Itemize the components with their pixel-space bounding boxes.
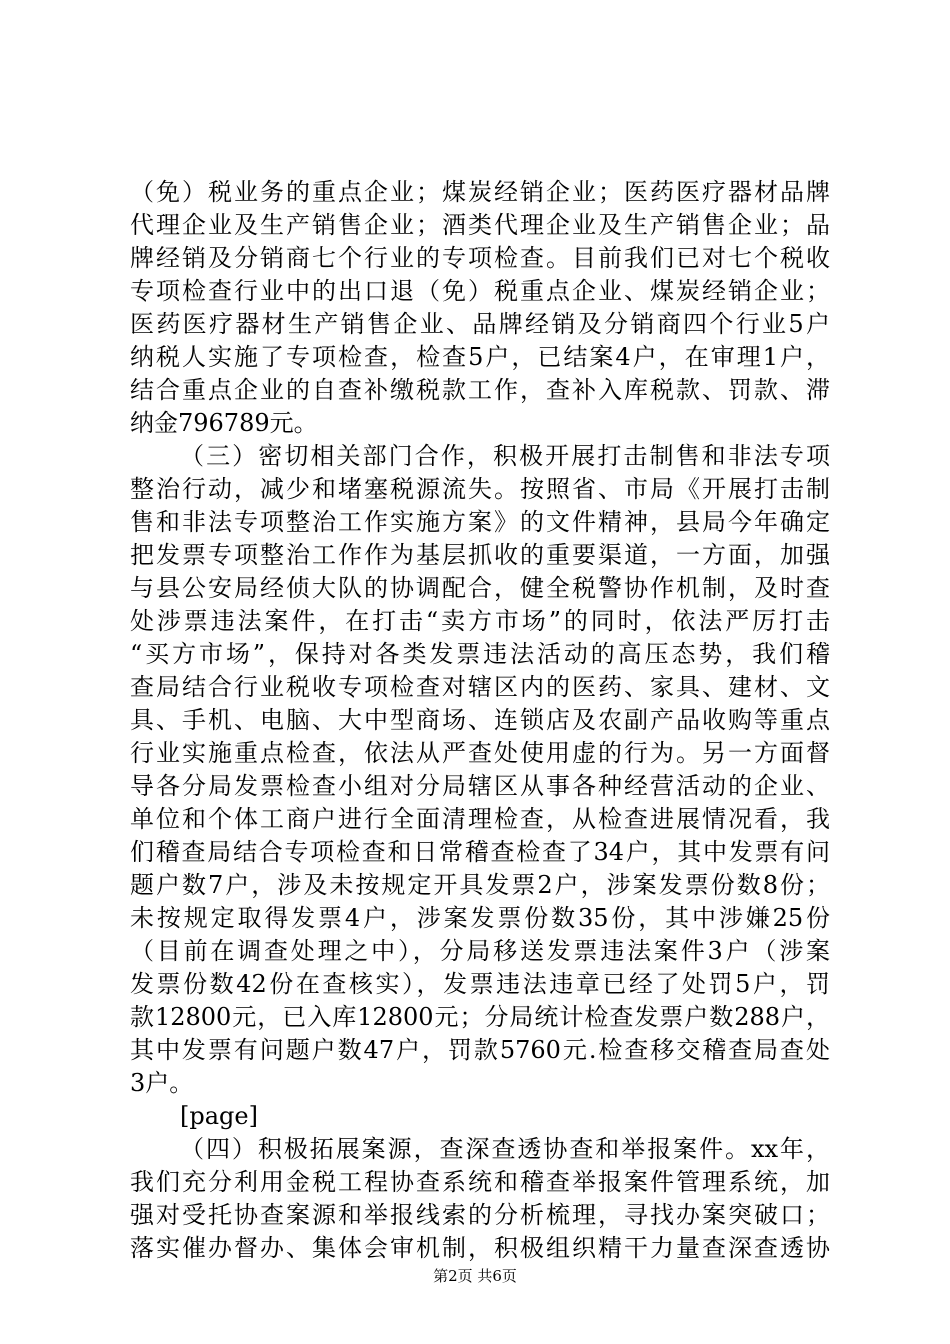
text-line: 发票份数42份在查核实），发票违法违章已经了处罚5户，罚 bbox=[130, 970, 830, 998]
text-line: 强对受托协查案源和举报线索的分析梳理，寻找办案突破口； bbox=[130, 1201, 830, 1229]
text-line: 牌经销及分销商七个行业的专项检查。目前我们已对七个税收 bbox=[130, 244, 830, 272]
text-line: 其中发票有问题户数47户，罚款5760元.检查移交稽查局查处 bbox=[130, 1036, 830, 1064]
text-line: （四）积极拓展案源，查深查透协查和举报案件。xx年， bbox=[180, 1135, 830, 1163]
text-line: 代理企业及生产销售企业；酒类代理企业及生产销售企业；品 bbox=[130, 211, 830, 239]
text-line: [page] bbox=[180, 1102, 258, 1130]
text-line: （目前在调查处理之中），分局移送发票违法案件3户（涉案 bbox=[130, 937, 830, 965]
paragraph-1 bbox=[130, 176, 830, 440]
text-line: 们稽查局结合专项检查和日常稽查检查了34户，其中发票有问 bbox=[130, 838, 830, 866]
text-line: 把发票专项整治工作作为基层抓收的重要渠道，一方面，加强 bbox=[130, 541, 830, 569]
text-line: 整治行动，减少和堵塞税源流失。按照省、市局《开展打击制 bbox=[130, 475, 830, 503]
text-line: 款12800元，已入库12800元；分局统计检查发票户数288户， bbox=[130, 1003, 830, 1031]
text-line: 结合重点企业的自查补缴税款工作，查补入库税款、罚款、滞 bbox=[130, 376, 830, 404]
text-line: 3户。 bbox=[130, 1069, 194, 1097]
page-number-label: 第2页 共6页 bbox=[433, 1267, 517, 1285]
text-line: （三）密切相关部门合作，积极开展打击制售和非法专项 bbox=[180, 442, 830, 470]
page-marker bbox=[130, 1100, 830, 1133]
text-line: 处涉票违法案件，在打击“卖方市场”的同时，依法严厉打击 bbox=[130, 607, 830, 635]
text-line: 查局结合行业税收专项检查对辖区内的医药、家具、建材、文 bbox=[130, 673, 830, 701]
text-line: 我们充分利用金税工程协查系统和稽查举报案件管理系统，加 bbox=[130, 1168, 830, 1196]
text-line: 医药医疗器材生产销售企业、品牌经销及分销商四个行业5户 bbox=[130, 310, 830, 338]
text-line: 纳金796789元。 bbox=[130, 409, 318, 437]
text-line: （免）税业务的重点企业；煤炭经销企业；医药医疗器材品牌 bbox=[130, 178, 830, 206]
paragraph-2 bbox=[130, 440, 830, 1100]
paragraph-3 bbox=[130, 1133, 830, 1265]
text-line: “买方市场”，保持对各类发票违法活动的高压态势，我们稽 bbox=[130, 640, 830, 668]
text-line: 专项检查行业中的出口退（免）税重点企业、煤炭经销企业； bbox=[130, 277, 830, 305]
text-line: 单位和个体工商户进行全面清理检查，从检查进展情况看，我 bbox=[130, 805, 830, 833]
text-line: 落实催办督办、集体会审机制，积极组织精干力量查深查透协 bbox=[130, 1234, 830, 1262]
text-line: 具、手机、电脑、大中型商场、连锁店及农副产品收购等重点 bbox=[130, 706, 830, 734]
page-footer bbox=[0, 1266, 950, 1286]
text-line: 导各分局发票检查小组对分局辖区从事各种经营活动的企业、 bbox=[130, 772, 830, 800]
document-body bbox=[130, 176, 830, 1265]
text-line: 行业实施重点检查，依法从严查处使用虚的行为。另一方面督 bbox=[130, 739, 830, 767]
text-line: 售和非法专项整治工作实施方案》的文件精神，县局今年确定 bbox=[130, 508, 830, 536]
text-line: 题户数7户，涉及未按规定开具发票2户，涉案发票份数8份； bbox=[130, 871, 830, 899]
text-line: 纳税人实施了专项检查，检查5户，已结案4户，在审理1户， bbox=[130, 343, 830, 371]
text-line: 未按规定取得发票4户，涉案发票份数35份，其中涉嫌25份 bbox=[130, 904, 830, 932]
text-line: 与县公安局经侦大队的协调配合，健全税警协作机制，及时查 bbox=[130, 574, 830, 602]
